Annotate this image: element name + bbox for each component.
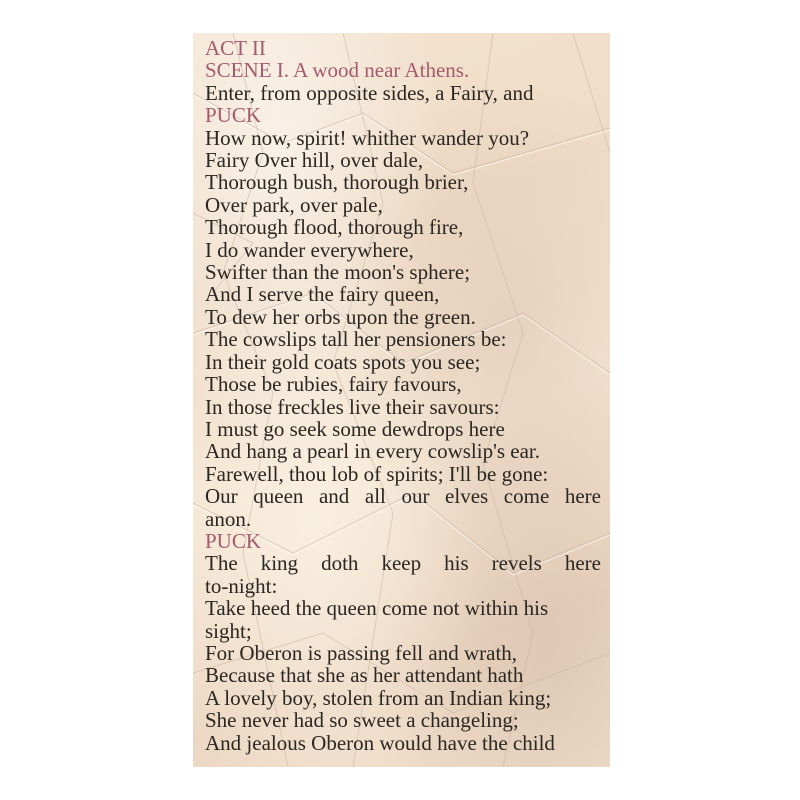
verse-line: Thorough bush, thorough brier, bbox=[205, 170, 469, 195]
scene-heading: SCENE I. A wood near Athens. bbox=[205, 58, 470, 83]
verse-line: She never had so sweet a changeling; bbox=[205, 708, 519, 733]
play-text bbox=[205, 36, 601, 755]
verse-line: Over park, over pale, bbox=[205, 192, 383, 217]
cut-off-line: And jealous Oberon would have the child bbox=[205, 730, 555, 755]
verse-line: The king doth keep his revels here bbox=[205, 551, 601, 576]
verse-line: To dew her orbs upon the green. bbox=[205, 304, 476, 329]
verse-line: sight; bbox=[205, 618, 252, 643]
verse-line: Thorough flood, thorough fire, bbox=[205, 215, 464, 240]
verse-line: anon. bbox=[205, 506, 252, 531]
verse-line: A lovely boy, stolen from an Indian king; bbox=[205, 685, 552, 710]
verse-line: How now, spirit! whither wander you? bbox=[205, 125, 530, 150]
verse-line: And I serve the fairy queen, bbox=[205, 282, 440, 307]
verse-line: Because that she as her attendant hath bbox=[205, 663, 524, 688]
verse-line: And hang a pearl in every cowslip's ear. bbox=[205, 439, 541, 464]
verse-line: In their gold coats spots you see; bbox=[205, 349, 481, 374]
verse-line: Take heed the queen come not within his bbox=[205, 596, 549, 621]
verse-line: I do wander everywhere, bbox=[205, 237, 414, 262]
verse-line: Swifter than the moon's sphere; bbox=[205, 260, 471, 285]
verse-line: to-night: bbox=[205, 573, 278, 598]
verse-line: In those freckles live their savours: bbox=[205, 394, 500, 419]
verse-line: The cowslips tall her pensioners be: bbox=[205, 327, 507, 352]
speaker-heading: PUCK bbox=[205, 103, 262, 128]
act-heading: ACT II bbox=[205, 36, 266, 60]
verse-line: Our queen and all our elves come here bbox=[205, 484, 601, 509]
verse-line: Those be rubies, fairy favours, bbox=[205, 372, 462, 397]
verse-line: I must go seek some dewdrops here bbox=[205, 416, 505, 441]
verse-line: For Oberon is passing fell and wrath, bbox=[205, 640, 518, 665]
play-lines bbox=[205, 82, 601, 732]
verse-line: Fairy Over hill, over dale, bbox=[205, 148, 424, 173]
verse-line: Farewell, thou lob of spirits; I'll be gone: bbox=[205, 461, 549, 486]
verse-line: Enter, from opposite sides, a Fairy, and bbox=[205, 80, 534, 105]
speaker-heading: PUCK bbox=[205, 528, 262, 553]
crumpled-paper bbox=[193, 33, 610, 767]
